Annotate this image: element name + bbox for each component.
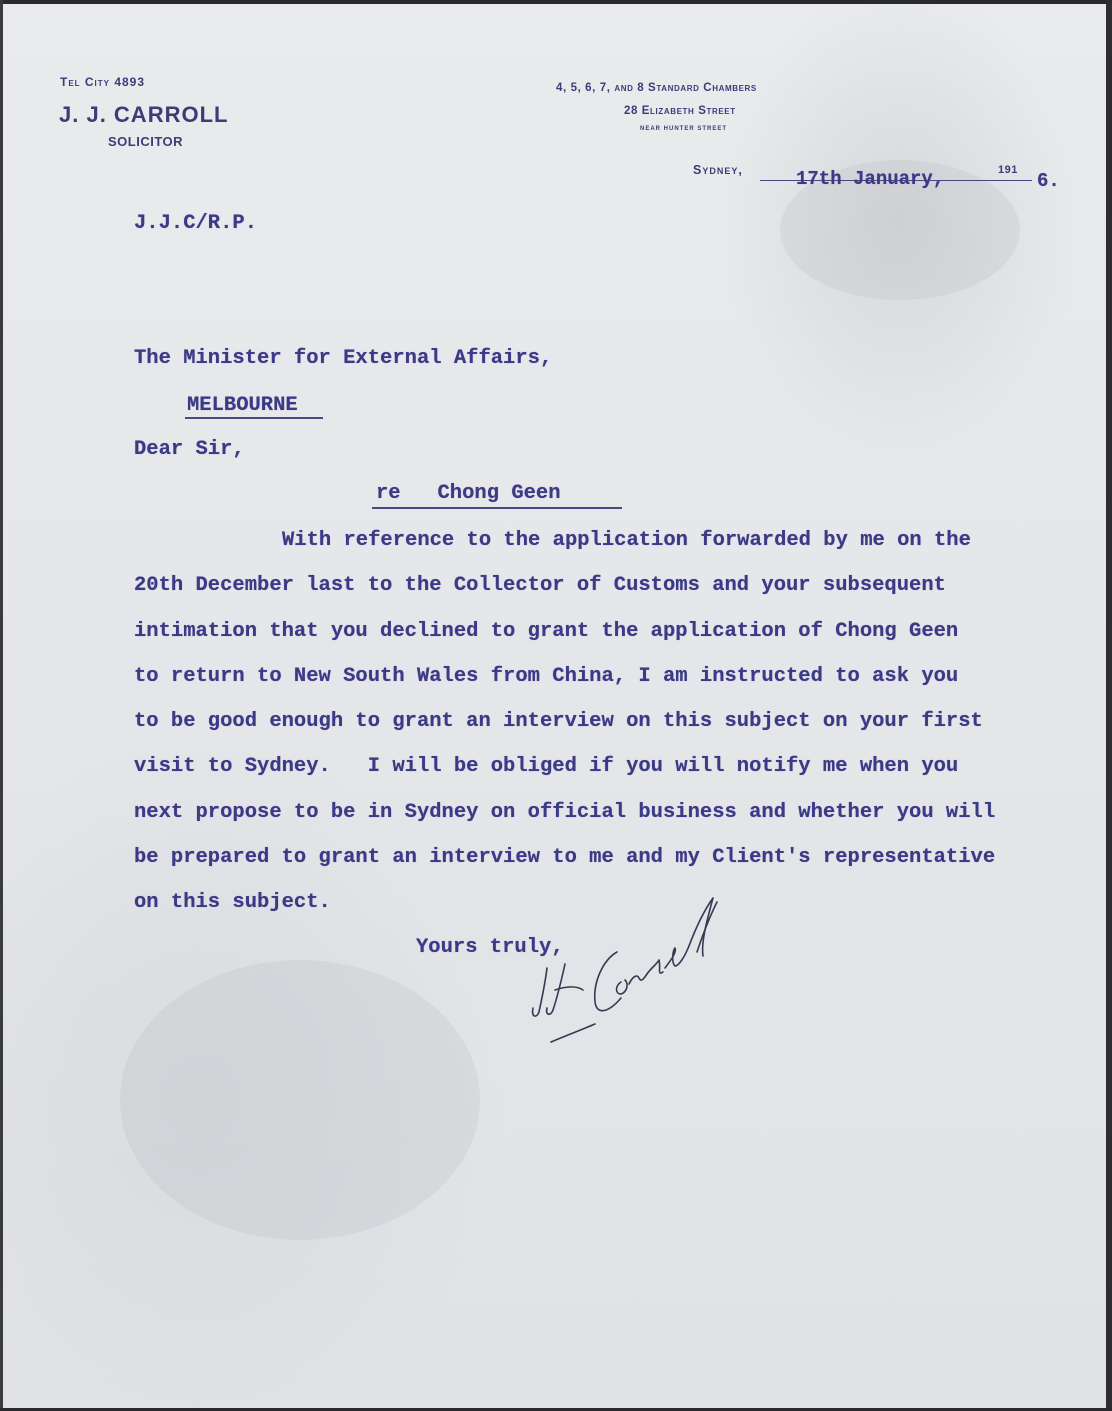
subject-underline xyxy=(372,507,622,509)
handwritten-signature xyxy=(525,890,735,1060)
body-line: visit to Sydney. I will be obliged if you will notify me when you xyxy=(134,755,959,778)
body-line: be prepared to grant an interview to me and my Client's representative xyxy=(134,846,996,869)
reference-code: J.J.C/R.P. xyxy=(134,212,258,235)
letterhead-telephone: Tel City 4893 xyxy=(60,75,146,89)
letterhead-address-line2: 28 Elizabeth Street xyxy=(624,105,736,117)
subject-line: re Chong Geen xyxy=(376,482,561,505)
body-line: 20th December last to the Collector of Customs and your subsequent xyxy=(134,574,946,597)
letterhead-address-line3: NEAR HUNTER STREET xyxy=(640,126,728,132)
letterhead-address-line1: 4, 5, 6, 7, and 8 Standard Chambers xyxy=(556,82,757,94)
letterhead-name: J. J. CARROLL xyxy=(59,102,229,127)
paper-stain xyxy=(120,960,480,1240)
body-line: intimation that you declined to grant the application of Chong Geen xyxy=(134,620,959,643)
body-line: next propose to be in Sydney on official business and whether you will xyxy=(134,801,996,824)
scan-edge-right xyxy=(1106,0,1112,1411)
letter-date: 17th January, xyxy=(796,168,945,190)
body-line: on this subject. xyxy=(134,891,331,914)
salutation: Dear Sir, xyxy=(134,438,245,461)
letterhead-role: SOLICITOR xyxy=(108,134,184,149)
closing: Yours truly, xyxy=(416,936,564,959)
letterhead-city: Sydney, xyxy=(693,163,743,177)
letterhead-year-prefix: 191 xyxy=(998,164,1018,176)
scan-edge-left xyxy=(0,0,3,1411)
body-line: With reference to the application forwarded by me on the xyxy=(282,529,971,552)
body-line: to be good enough to grant an interview on this subject on your first xyxy=(134,710,983,733)
scan-edge-top xyxy=(0,0,1112,4)
body-line: to return to New South Wales from China, I am instructed to ask you xyxy=(134,665,959,688)
recipient-city: MELBOURNE xyxy=(187,394,298,417)
recipient-city-underline xyxy=(185,417,323,419)
recipient: The Minister for External Affairs, xyxy=(134,347,553,370)
letter-year-digit: 6. xyxy=(1037,170,1060,192)
